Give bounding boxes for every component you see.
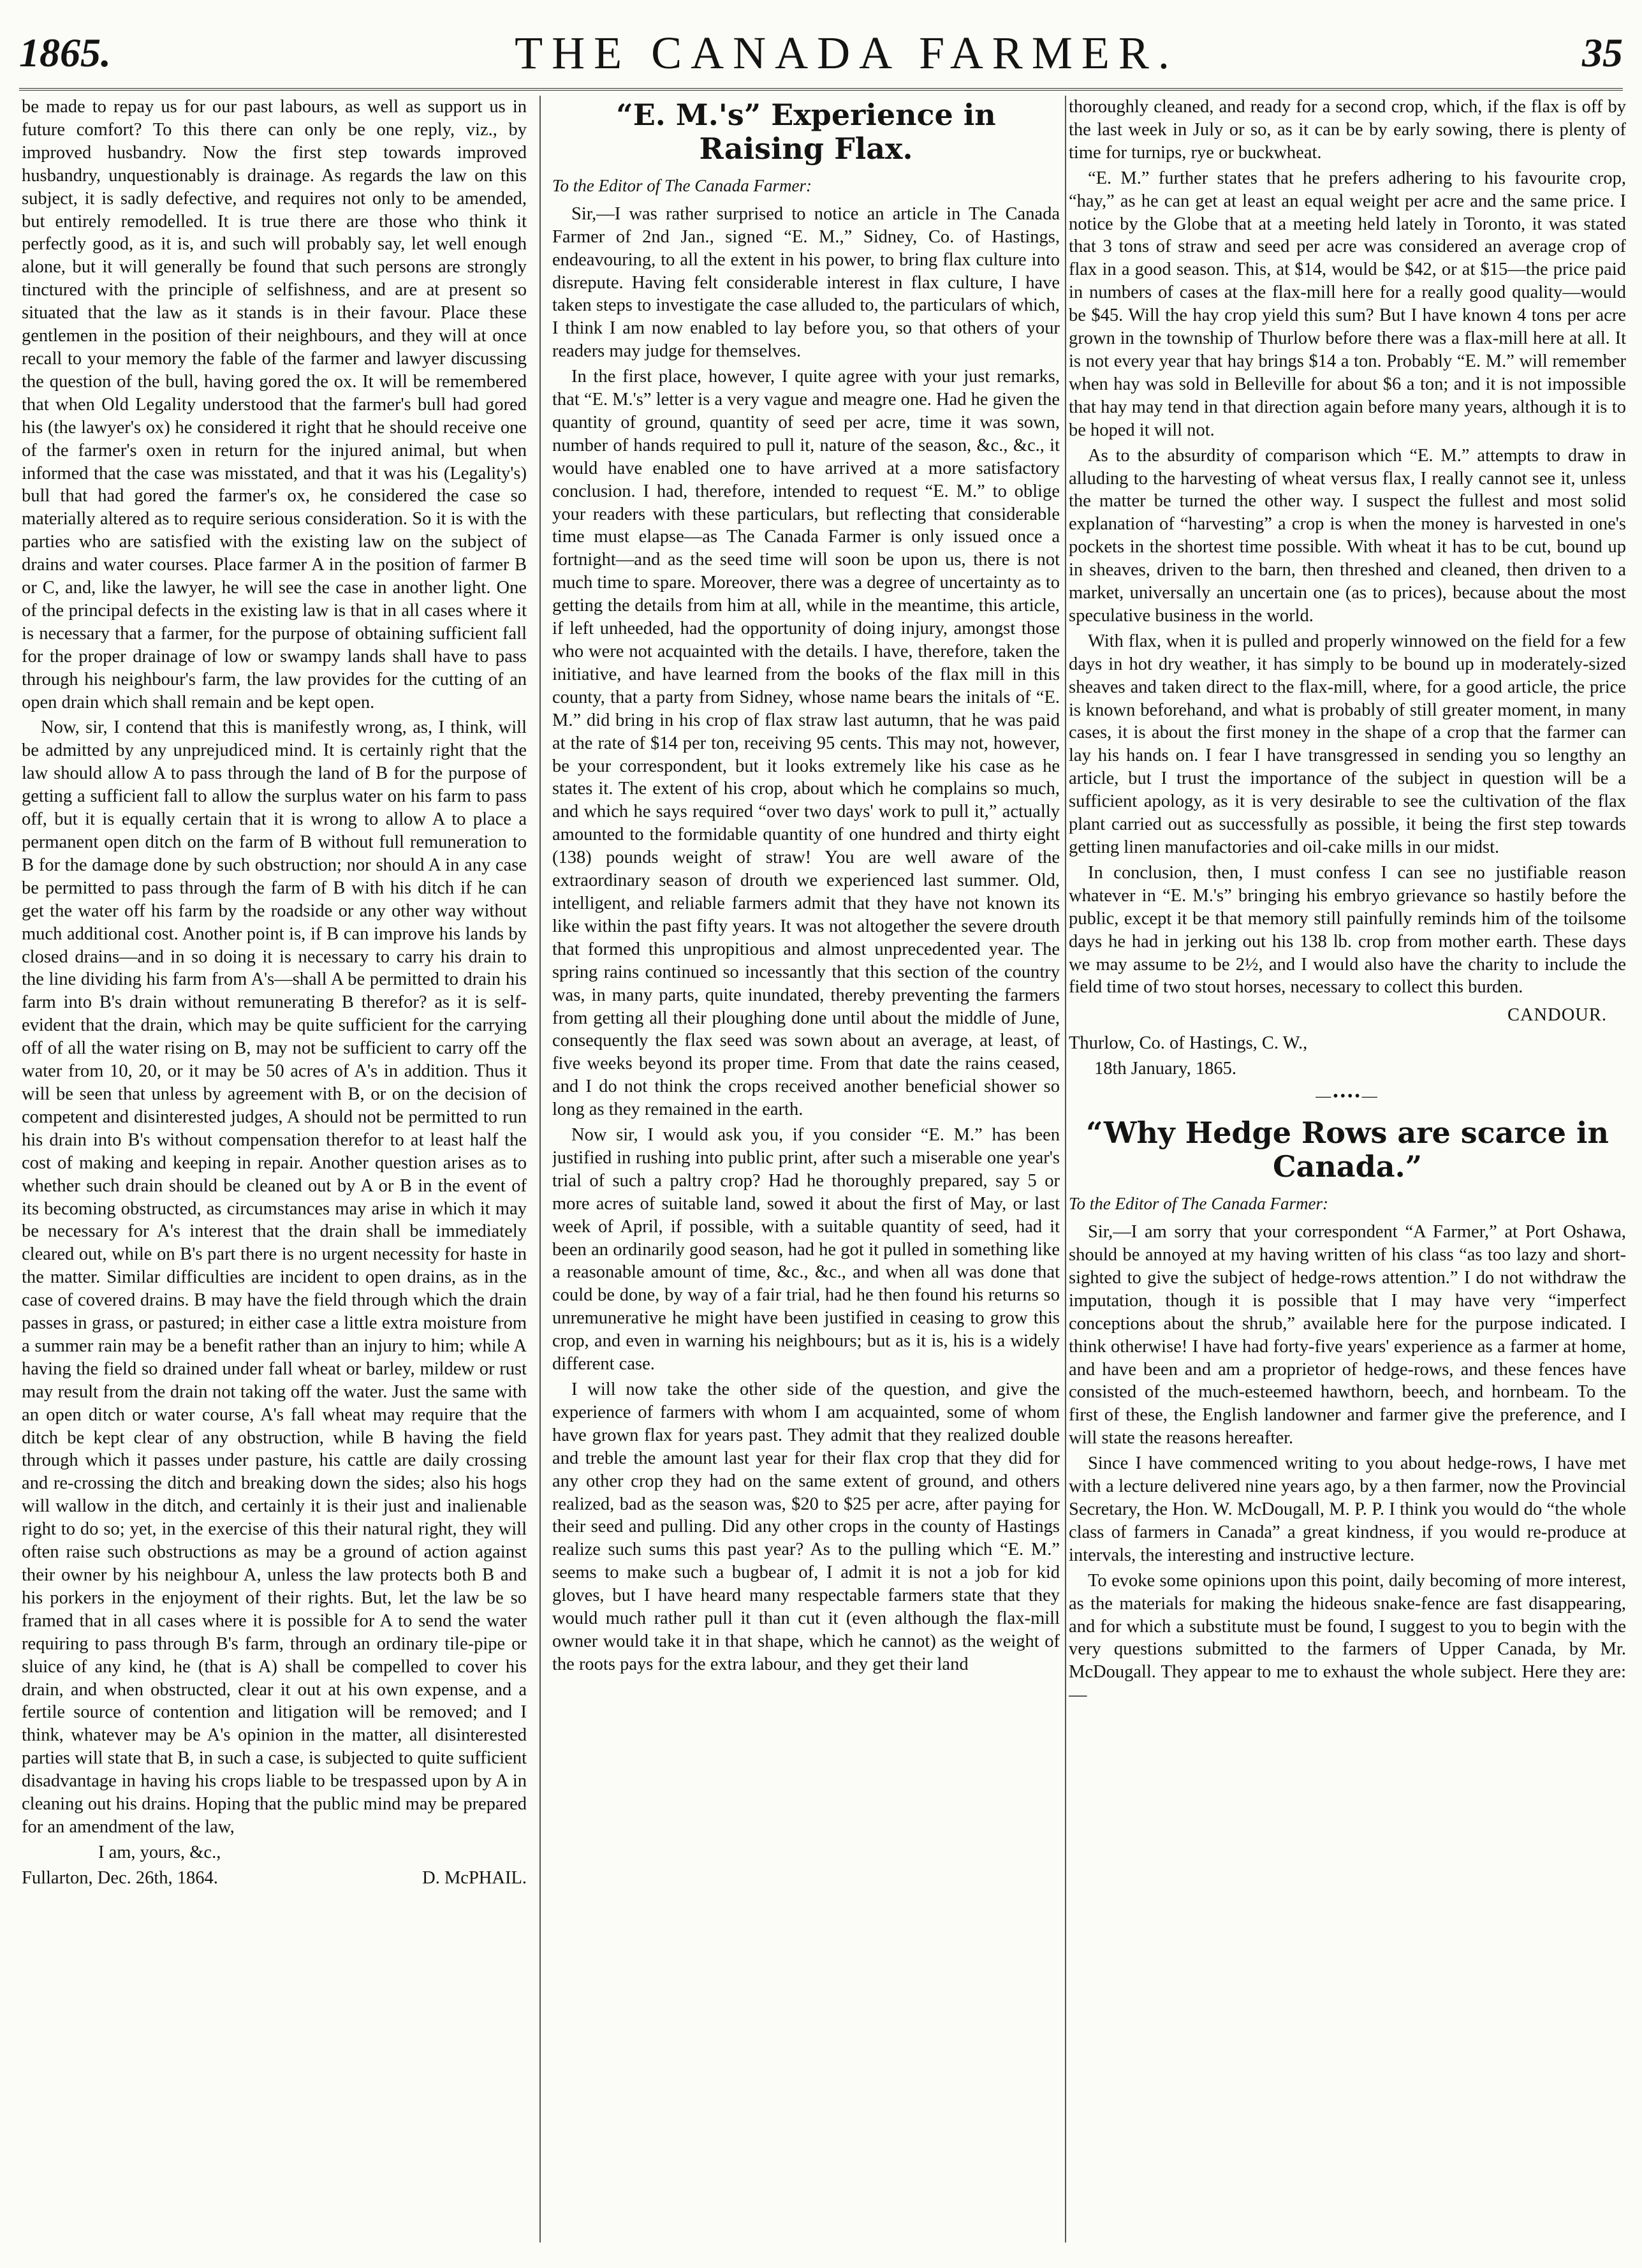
- article-paragraph: I will now take the other side of the question, and give the experience of farmers with whom I am acquainted, some of whom have grown flax for years past. They admit that they realized double and treble the amount last year for their flax crop that they did for any other crop they had on the same extent of ground, and others realized, bad as the season was, $20 to $25 per acre, after paying for their seed and pulling. Did any other crops in the county of Hastings realize such sums this past year? As to the pulling which “E. M.” seems to make such a bugbear of, I admit it is not a job for kid gloves, but I have heard many respectable farmers state that they would much rather pull it than cut it (even although the flax-mill owner would take it in that shape, which he cannot) as the weight of the roots pays for the extra labour, and they get their land: [552, 1380, 1060, 1674]
- article-paragraph: In the first place, however, I quite agree with your just remarks, that “E. M.'s” letter is a very vague and meagre one. Had he given the quantity of ground, quantity of seed per acre, time it was sown, number of hands required to pull it, nature of the season, &c., &c., it would have enabled one to have arrived at a more satisfactory conclusion. I had, therefore, intended to request “E. M.” to oblige your readers with these particulars, but reflecting that considerable time must elapse—as The Canada Farmer is only issued once a fortnight—and as the seed time will soon be upon us, there is not much time to spare. Moreover, there was a degree of uncertainty as to getting the details from him at all, while in the meantime, this article, if left unheeded, had the opportunity of doing injury, amongst those who were not acquainted with the details. I have, therefore, taken the initiative, and have learned from the books of the flax mill in this county, that a party from Sidney, whose name bears the initals of “E. M.” did bring in his crop of flax straw last autumn, that he was paid at the rate of $14 per ton, receiving 95 cents. This may not, however, be your correspondent, but it looks extremely like his case as he states it. The extent of his crop, about which he complains so much, and which he says required “over two days' work to pull it,” actually amounted to the formidable quantity of one hundred and thirty eight (138) pounds weight of straw! You are well aware of the extraordinary season of drouth we experienced last summer. Old, intelligent, and reliable farmers admit that they have not known its like within the past fifty years. It was not altogether the severe drouth that formed this unpropitious and almost unprecedented year. The spring rains continued so incessantly that this section of the country was, in many parts, quite inundated, thereby preventing the farmers from getting all their ploughing done until about the middle of June, consequently the flax seed was sown about an average, at least, of five weeks beyond its proper time. From that date the rains ceased, and I do not think the crops received another beneficial shower so long as they remained in the earth.: [552, 367, 1060, 1120]
- article-paragraph: Sir,—I was rather surprised to notice an article in The Canada Farmer of 2nd Jan., signed “E. M.,” Sidney, Co. of Hastings, endeavouring, to all the extent in his power, to bring flax culture into disrepute. Having felt considerable interest in flax culture, I have taken steps to investigate the case alluded to, the particulars of which, I think I am now enabled to lay before you, so that others of your readers may judge for themselves.: [552, 203, 1060, 362]
- article-headline: “E. M.'s” Experience in Raising Flax.: [616, 98, 996, 166]
- masthead: [19, 18, 1623, 91]
- article-paragraph: In conclusion, then, I must confess I can see no justifiable reason whatever in “E. M.'s” bringing his embryo grievance so hastily before the public, except it be that memory still painfully reminds him of the toilsome days he had in jerking out his 138 lb. crop from mother earth. These days we may assume to be 2½, and I would also have the charity to include the field time of two stout horses, necessary to collect this burden.: [1069, 862, 1626, 998]
- letter-signoff: [22, 1867, 527, 1890]
- letter-date: 18th January, 1865.: [1094, 1059, 1236, 1079]
- issue-year: 1865.: [19, 30, 111, 75]
- column-rule: [539, 96, 541, 2242]
- article-paragraph: To evoke some opinions upon this point, daily becoming of more interest, as the materials for making the hideous snake-fence are fast disappearing, and for which a substitute must be found, I suggest to you to begin with the very questions submitted to the farmers of Upper Canada, by Mr. McDougall. They appear to me to exhaust the whole subject. Here they are:—: [1069, 1570, 1626, 1705]
- page-number: 35: [1581, 30, 1623, 75]
- article-paragraph: As to the absurdity of comparison which “E. M.” attempts to draw in alluding to the harvesting of wheat versus flax, I really cannot see it, unless the matter be turned the other way. I suspect the fullest and most solid explanation of “harvesting” a crop is when the money is harvested in one's pockets in the shortest time possible. With wheat it has to be cut, bound up in sheaves, driven to the barn, then threshed and cleaned, then driven to a market, universally an uncertain one (as to prices), because about the most speculative business in the world.: [1069, 445, 1626, 626]
- article-paragraph: Now sir, I would ask you, if you consider “E. M.” has been justified in rushing into public print, after such a miserable one year's trial of such a paltry crop? Had he thoroughly prepared, say 5 or more acres of suitable land, sowed it about the first of May, or last week of April, if possible, with a suitable quantity of seed, had it been an ordinarily good season, had he got it pulled in something like a reasonable amount of time, &c., &c., and when all was done that could be done, by way of a fair trial, had he then found his returns so unremunerative he might have been justified in ceasing to grow this crop, and even in warning his neighbours; but as it is, his is a widely different case.: [552, 1125, 1060, 1374]
- article-paragraph: “E. M.” further states that he prefers adhering to his favourite crop, “hay,” as he can get at least an equal weight per acre and the same price. I notice by the Globe that at a meeting held lately in Toronto, it was stated that 3 tons of straw and seed per acre was considered an average crop of flax in a good season. This, at $14, would be $42, or at $15—the price paid in numbers of cases at the flax-mill here for a really good quality—would be $45. Will the hay crop yield this sum? But I have known 4 tons per acre grown in the township of Thurlow before there was a flax-mill here at all. It is not every year that hay brings $14 a ton. Probably “E. M.” will remember when hay was sold in Belleville for about $6 a ton; and it is not impossible that hay may tend in that direction again before many years, although it is to be hoped it will not.: [1069, 168, 1626, 440]
- letter-salutation: To the Editor of The Canada Farmer:: [552, 175, 812, 195]
- letter-signature: CANDOUR.: [1507, 1005, 1607, 1026]
- letter-place-date: Fullarton, Dec. 26th, 1864.: [22, 1867, 218, 1888]
- letter-signature: D. McPHAIL.: [422, 1867, 527, 1888]
- section-divider: —••••—: [1316, 1088, 1379, 1105]
- letter-closing: I am, yours, &c.,: [98, 1842, 221, 1862]
- article-paragraph: Now, sir, I contend that this is manifestly wrong, as, I think, will be admitted by any unprejudiced mind. It is certainly right that the law should allow A to pass through the land of B for the purpose of getting a sufficient fall to allow the surplus water on his farm to pass off, but it is equally certain that it is wrong to allow A to place a permanent open ditch on the farm of B without full remuneration to B for the damage done by such obstruction; nor should A in any case be permitted to pass through the farm of B with his ditch if he can get the water off his farm by the roadside or any other way without much additional cost. Another point is, if B can improve his lands by closed drains—and in so doing it is necessary to carry his drain to the line dividing his farm from A's—shall A be permitted to drain his farm into B's drain without remunerating B therefor? as it is self-evident that the drain, which may be quite sufficient for the carrying off of all the water rising on B, may not be sufficient to carry off the water from 10, 20, or it may be 50 acres of A's in addition. Thus it will be seen that unless by agreement with B, or on the decision of competent and disinterested judges, A should not be permitted to run his drain into B's without compensation therefor to at least half the cost of making and keeping in repair. Another question arises as to whether such drain should be cleaned out by A or B in the event of its becoming obstructed, as circumstances may arise in which it may be necessary for A's interest that the drain shall be immediately cleared out, while on B's part there is no urgent necessity for haste in the matter. Similar difficulties are incident to open drains, as in the case of covered drains. B may have the field through which the drain passes in grass, or pastured; in either case a little extra moisture from a summer rain may be a benefit rather than an injury to him; while A having the field so drained under fall wheat or barley, mildew or rust may result from the drain not taking off the water. Just the same with an open ditch or water course, A's fall wheat may require that the ditch be kept clear of any obstruction, while B having the field through which it passes under pasture, his cattle are daily crossing and re-crossing the ditch and breaking down the sides; also his hogs will wallow in the ditch, and certainly it is their just and inalienable right to do so; yet, in the exercise of this their natural right, they will often raise such obstructions as may be a ground of action against their owner by his neighbour A, unless the law protects both B and his porkers in the enjoyment of their rights. But, let the law be so framed that in all cases where it is possible for A to send the water requiring to pass through B's farm, through an ordinary tile-pipe or sluice of any kind, he (that is A) shall be compelled to cover his drain, and when obstructed, clear it out at his own expense, and a fertile source of contention and litigation will be removed; and I think, whatever may be A's opinion in the matter, all disinterested parties will state that B, in such a case, is subjected to quite sufficient disadvantage in having his crops liable to be trespassed upon by A in cleaning out his drains. Hoping that the public mind may be prepared for an amendment of the law,: [22, 718, 527, 1837]
- article-headline: “Why Hedge Rows are scarce in Canada.”: [1086, 1116, 1609, 1184]
- article-paragraph: be made to repay us for our past labours, as well as support us in future comfort? To this there can only be one reply, viz., by improved husbandry. Now the first step towards improved husbandry, unquestionably is drainage. As regards the law on this subject, it is sadly defective, and requires not only to be amended, but entirely remodelled. It is true there are those who think it perfectly good, as it is, and such will probably say, let well enough alone, but it will generally be found that such persons are strongly tinctured with the principle of selfishness, and are at present so situated that the law as it stands is in their favour. Place these gentlemen in the position of their neighbours, and they will at once recall to your memory the fable of the farmer and lawyer discussing the question of the bull, having gored the ox. It will be remembered that when Old Legality understood that the farmer's bull had gored his (the lawyer's ox) he considered it right that he should receive one of the farmer's oxen in return for the injured animal, but when informed that the case was misstated, and that it was his (Legality's) bull that had gored the farmer's ox, he considered the case so materially altered as to require serious consideration. So it is with the parties who are satisfied with the existing law on the subject of drains and water courses. Place farmer A in the position of farmer B or C, and, like the lawyer, he will see the case in another light. One of the principal defects in the existing law is that in all cases where it is necessary that a farmer, for the purpose of obtaining sufficient fall for the proper drainage of low or swampy lands shall have to pass through his neighbour's farm, the law provides for the cutting of an open drain which shall remain and be kept open.: [22, 97, 527, 712]
- column-2: [552, 96, 1060, 2255]
- newspaper-title: THE CANADA FARMER.: [515, 27, 1178, 78]
- article-paragraph: Since I have commenced writing to you about hedge-rows, I have met with a lecture delivered nine years ago, by a then farmer, now the Provincial Secretary, the Hon. W. McDougall, M. P. P. I think you would do “the whole class of farmers in Canada” a great kindness, if you would re-produce at intervals, the interesting and instructive lecture.: [1069, 1454, 1626, 1565]
- article-paragraph: Sir,—I am sorry that your correspondent “A Farmer,” at Port Oshawa, should be annoyed at my having written of his class “as too lazy and short-sighted to give the subject of hedge-rows attention.” I do not withdraw the imputation, though it is possible that I may have very “imperfect conceptions about the shrub,” available here for the purpose indicated. I think otherwise! I have had forty-five years' experience as a farmer at home, and have been and am a proprietor of hedge-rows, and these fences have consisted of the much-esteemed hawthorn, beech, and hornbeam. To the first of these, the English landowner and farmer give the preference, and I will state the reasons hereafter.: [1069, 1222, 1626, 1448]
- article-paragraph: thoroughly cleaned, and ready for a second crop, which, if the flax is off by the last week in July or so, as it can be by early sowing, there is plenty of time for turnips, rye or buckwheat.: [1069, 97, 1626, 163]
- article-paragraph: With flax, when it is pulled and properly winnowed on the field for a few days in hot dry weather, it has simply to be bound up in moderately-sized sheaves and taken direct to the flax-mill, where, for a good article, the price is known beforehand, and what is probably of still greater moment, in many cases, it is about the first money in the shape of a crop that the farmer can lay his hands on. I fear I have transgressed in sending you so lengthy an article, but I trust the importance of the subject in question will be a sufficient apology, as it is very desirable to see the cultivation of the flax plant carried out as successfully as possible, it being the first step towards getting linen manufactories and oil-cake mills in our midst.: [1069, 631, 1626, 857]
- column-1: [22, 96, 527, 2255]
- letter-dateline: Thurlow, Co. of Hastings, C. W.,: [1069, 1033, 1308, 1054]
- column-rule: [1065, 96, 1066, 2242]
- column-3: [1069, 96, 1626, 2255]
- letter-salutation: To the Editor of The Canada Farmer:: [1069, 1194, 1329, 1214]
